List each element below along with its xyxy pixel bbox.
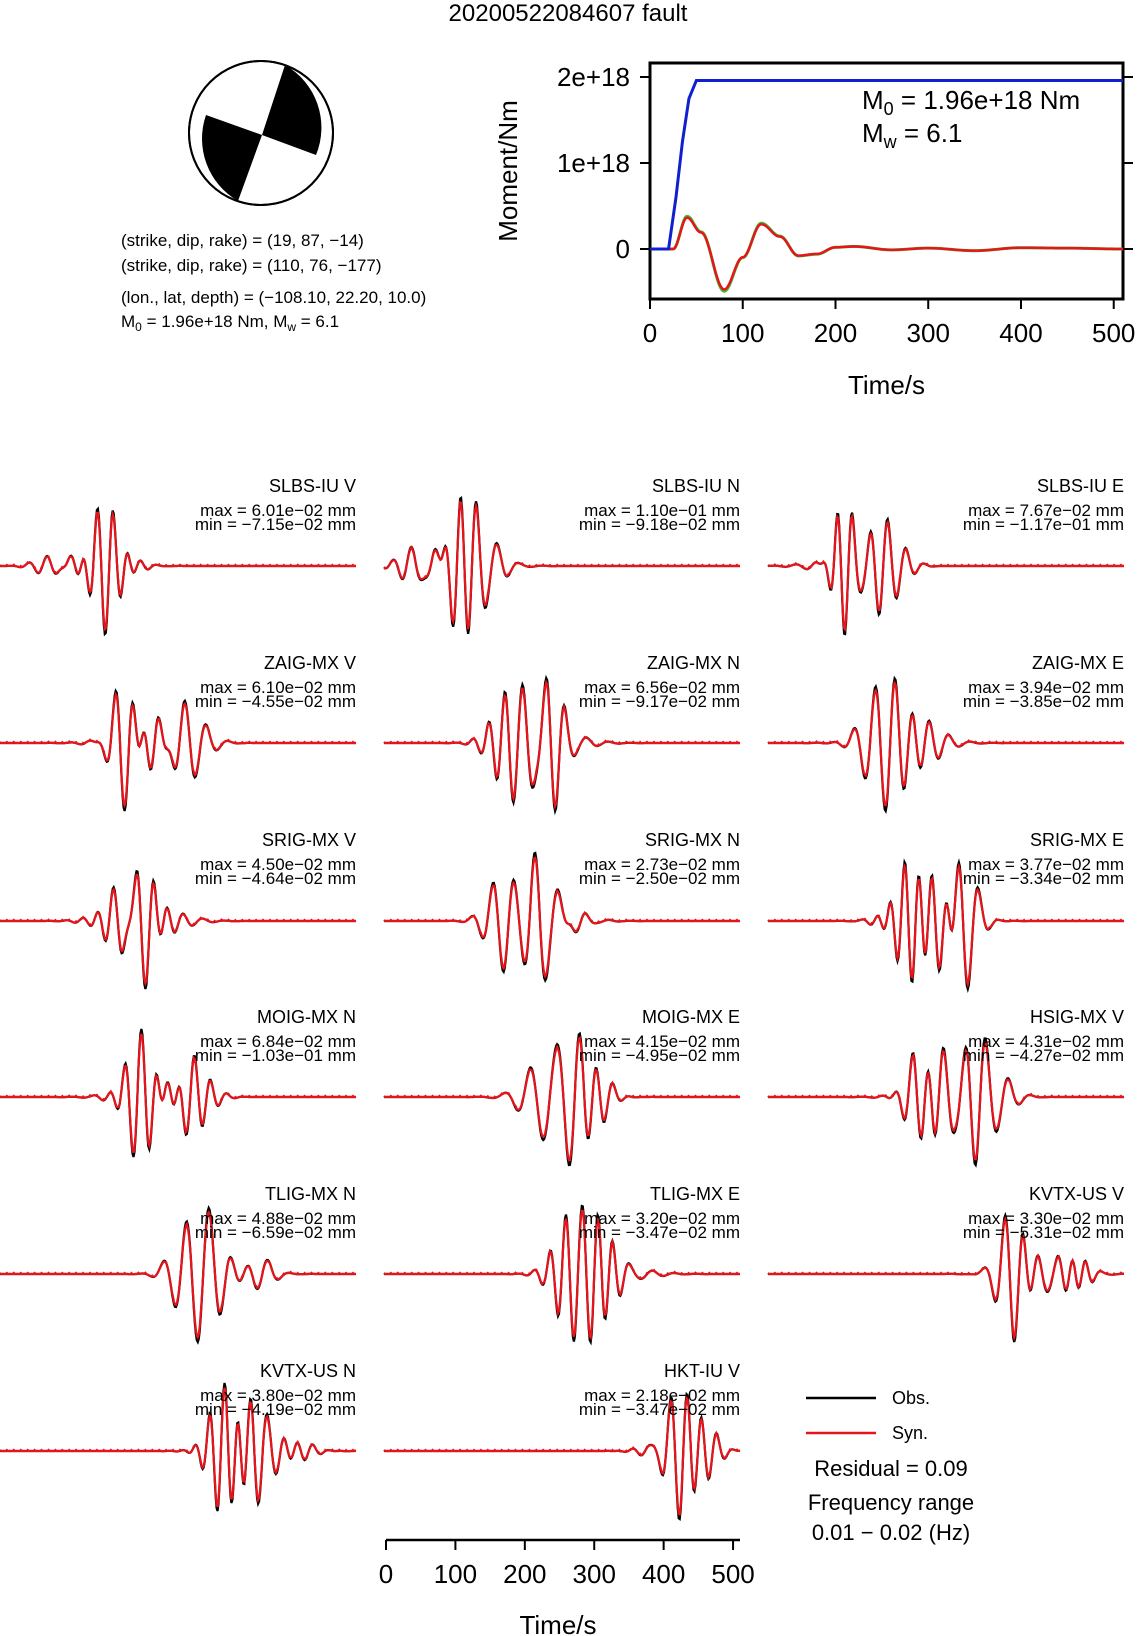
station-name: SLBS-IU N xyxy=(651,476,740,496)
x-tick-label: 500 xyxy=(711,1559,755,1589)
obs-trace xyxy=(0,871,356,989)
station-max: max = 6.84e−02 mm xyxy=(200,1032,356,1051)
station-name: SLBS-IU E xyxy=(1036,476,1124,496)
station-max: max = 3.77e−02 mm xyxy=(968,855,1124,874)
station-max: max = 3.94e−02 mm xyxy=(968,678,1124,697)
station-name: SLBS-IU V xyxy=(268,476,356,496)
station-max: max = 2.73e−02 mm xyxy=(584,855,740,874)
x-tick-label: 500 xyxy=(1092,318,1136,348)
station-name: ZAIG-MX V xyxy=(263,653,356,673)
syn-trace xyxy=(0,875,356,983)
mechanism-line-1: (strike, dip, rake) = (19, 87, −14) xyxy=(121,231,364,250)
moment-plot xyxy=(493,62,1135,400)
station-min: min = −4.95e−02 mm xyxy=(578,1046,740,1065)
station-name: TLIG-MX E xyxy=(649,1184,740,1204)
x-tick-label: 100 xyxy=(433,1559,478,1589)
station-min: min = −4.27e−02 mm xyxy=(962,1046,1124,1065)
station-min: min = −2.50e−02 mm xyxy=(578,869,740,888)
station-max: max = 4.15e−02 mm xyxy=(584,1032,740,1051)
station-min: min = −3.47e−02 mm xyxy=(578,1223,740,1242)
station-max: max = 3.20e−02 mm xyxy=(584,1209,740,1228)
x-axis-label: Time/s xyxy=(519,1610,597,1636)
station-max: max = 4.50e−02 mm xyxy=(200,855,356,874)
station-max: max = 3.30e−02 mm xyxy=(968,1209,1124,1228)
station-min: min = −1.17e−01 mm xyxy=(962,515,1124,534)
station-min: min = −9.17e−02 mm xyxy=(578,692,740,711)
figure-title: 20200522084607 fault xyxy=(448,0,688,27)
beachball-icon xyxy=(189,61,333,205)
station-min: min = −4.64e−02 mm xyxy=(194,869,356,888)
station-min: min = −3.85e−02 mm xyxy=(962,692,1124,711)
x-tick-label: 0 xyxy=(642,318,658,348)
magnitude-line: $M_0 = 1.96e+18$ Nm, $M_w = 6.1$ xyxy=(121,312,340,334)
syn-trace xyxy=(0,695,356,806)
station-name: MOIG-MX N xyxy=(257,1007,356,1027)
y-axis-label: Moment/Nm xyxy=(493,100,523,242)
location-line: (lon., lat, depth) = (−108.10, 22.20, 10.0) xyxy=(121,288,427,307)
station-max: max = 1.10e−01 mm xyxy=(584,501,740,520)
x-tick-label: 100 xyxy=(721,318,765,348)
station-name: HKT-IU V xyxy=(663,1361,740,1381)
frequency-range-label: Frequency range xyxy=(807,1490,975,1515)
residual-label: Residual = 0.09 xyxy=(814,1456,968,1481)
station-max: max = 7.67e−02 mm xyxy=(968,501,1124,520)
station-min: min = −3.47e−02 mm xyxy=(578,1400,740,1419)
legend-syn-label: Syn. xyxy=(892,1423,929,1443)
x-tick-label: 400 xyxy=(641,1559,686,1589)
station-name: HSIG-MX V xyxy=(1029,1007,1124,1027)
legend xyxy=(806,1388,930,1443)
legend-obs-label: Obs. xyxy=(892,1388,931,1408)
station-min: min = −7.15e−02 mm xyxy=(194,515,356,534)
station-max: max = 6.01e−02 mm xyxy=(200,501,356,520)
waveform-grid xyxy=(0,476,1124,1519)
y-tick-label: 2e+18 xyxy=(556,62,630,92)
x-tick-label: 200 xyxy=(813,318,858,348)
mw-annotation: $M_w = 6.1$ xyxy=(862,118,963,152)
station-name: SRIG-MX V xyxy=(261,830,356,850)
station-max: max = 4.31e−02 mm xyxy=(968,1032,1124,1051)
m0-annotation: $M_0 = 1.96e+18$ Nm xyxy=(862,85,1081,119)
y-tick-label: 1e+18 xyxy=(556,148,630,178)
x-axis-label: Time/s xyxy=(847,370,926,400)
station-max: max = 4.88e−02 mm xyxy=(200,1209,356,1228)
station-min: min = −3.34e−02 mm xyxy=(962,869,1124,888)
frequency-range-value: 0.01 − 0.02 (Hz) xyxy=(811,1520,971,1545)
station-max: max = 6.56e−02 mm xyxy=(584,678,740,697)
station-name: KVTX-US V xyxy=(1028,1184,1124,1204)
station-name: TLIG-MX N xyxy=(264,1184,356,1204)
station-name: ZAIG-MX N xyxy=(647,653,740,673)
moment-rate-green xyxy=(650,216,1123,291)
station-min: min = −5.31e−02 mm xyxy=(962,1223,1124,1242)
waveform-time-axis xyxy=(379,1540,755,1636)
station-name: SRIG-MX E xyxy=(1029,830,1124,850)
station-min: min = −1.03e−01 mm xyxy=(194,1046,356,1065)
station-max: max = 2.18e−02 mm xyxy=(584,1386,740,1405)
station-min: min = −4.55e−02 mm xyxy=(194,692,356,711)
station-min: min = −9.18e−02 mm xyxy=(578,515,740,534)
station-max: max = 6.10e−02 mm xyxy=(200,678,356,697)
station-min: min = −6.59e−02 mm xyxy=(194,1223,356,1242)
station-name: KVTX-US N xyxy=(259,1361,356,1381)
station-name: ZAIG-MX E xyxy=(1031,653,1124,673)
x-tick-label: 0 xyxy=(378,1559,394,1589)
station-name: MOIG-MX E xyxy=(642,1007,740,1027)
x-tick-label: 200 xyxy=(503,1559,547,1589)
station-min: min = −4.19e−02 mm xyxy=(194,1400,356,1419)
x-tick-label: 300 xyxy=(572,1559,616,1589)
station-name: SRIG-MX N xyxy=(644,830,740,850)
x-tick-label: 300 xyxy=(906,318,950,348)
mechanism-line-2: (strike, dip, rake) = (110, 76, −177) xyxy=(121,256,382,275)
y-tick-label: 0 xyxy=(615,234,630,264)
moment-rate-red xyxy=(650,218,1123,290)
x-tick-label: 400 xyxy=(999,318,1043,348)
station-max: max = 3.80e−02 mm xyxy=(200,1386,356,1405)
